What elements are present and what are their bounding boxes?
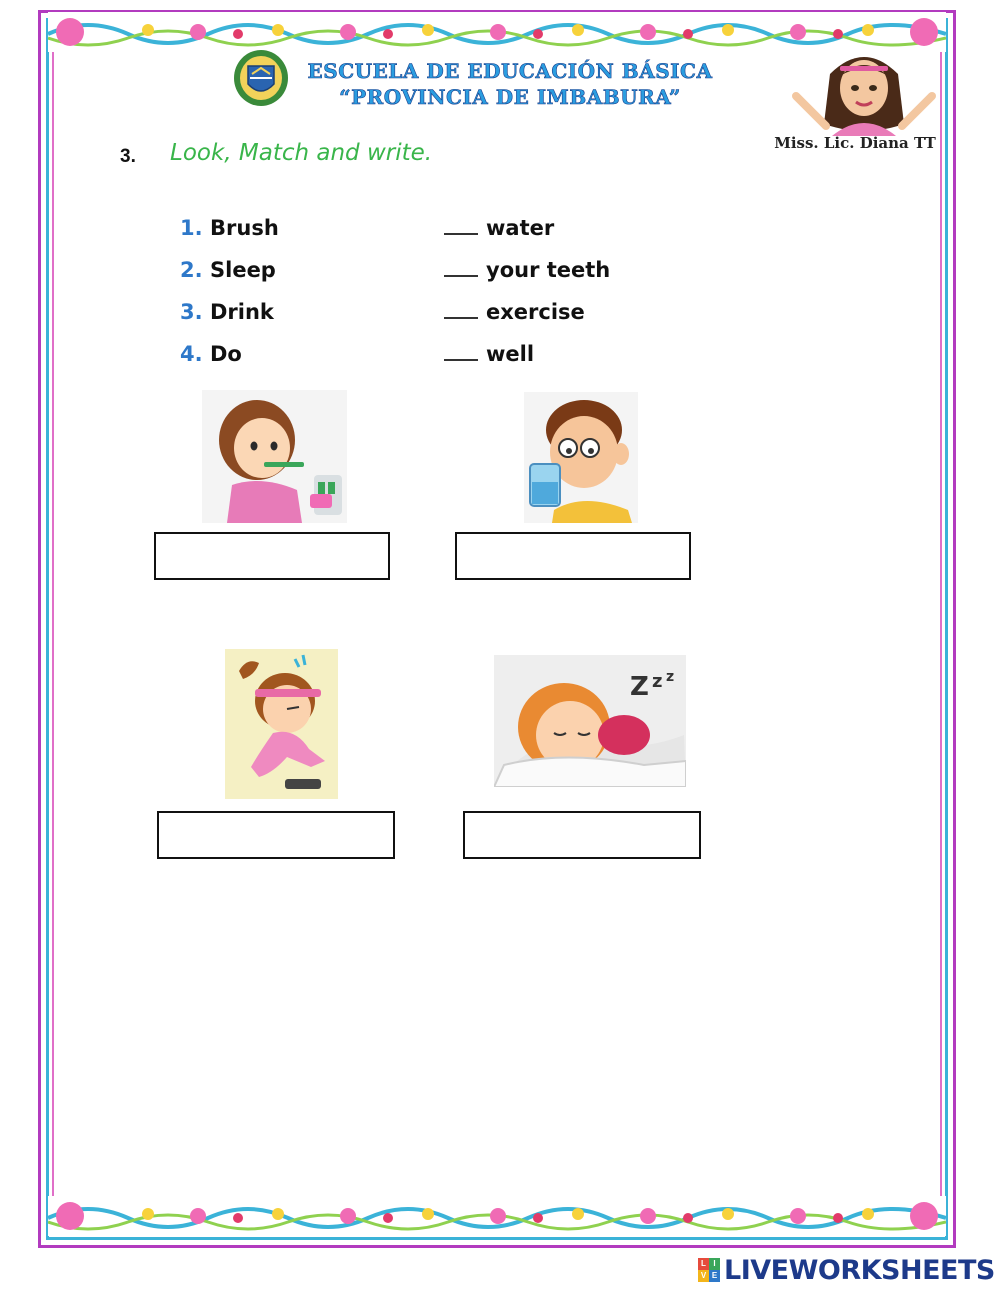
teacher-name: Miss. Lic. Diana TT <box>774 134 936 152</box>
blank-line <box>444 219 478 235</box>
liveworksheets-wordmark: LIVEWORKSHEETS <box>724 1254 995 1286</box>
match-word: exercise <box>486 300 585 324</box>
item-number: 2. <box>180 258 203 282</box>
school-name <box>300 58 720 110</box>
match-item <box>444 216 554 246</box>
brand-icon-letter: V <box>698 1270 709 1282</box>
teacher-avatar <box>786 46 942 136</box>
girl-exercising-icon <box>225 649 338 799</box>
answer-box[interactable] <box>455 532 691 580</box>
answer-box[interactable] <box>154 532 390 580</box>
liveworksheets-icon <box>698 1258 720 1282</box>
item-number: 1. <box>180 216 203 240</box>
svg-text:z: z <box>666 669 675 685</box>
item-word: Do <box>210 342 242 366</box>
girl-brushing-teeth-icon <box>202 390 347 523</box>
girl-sleeping-icon <box>494 655 686 787</box>
flower-border-bottom <box>48 1196 946 1236</box>
item-number: 3. <box>180 300 203 324</box>
match-word: water <box>486 216 555 240</box>
match-item <box>444 342 534 372</box>
question-number: 3. <box>120 146 136 167</box>
blank-line <box>444 261 478 277</box>
match-word: well <box>486 342 535 366</box>
answer-box[interactable] <box>463 811 701 859</box>
question-instruction: Look, Match and write. <box>170 140 433 166</box>
match-item <box>444 300 585 330</box>
item-number: 4. <box>180 342 203 366</box>
boy-drinking-water-icon <box>524 392 638 523</box>
match-word: your teeth <box>486 258 611 282</box>
answer-box[interactable] <box>157 811 395 859</box>
svg-text:Z: Z <box>630 672 649 702</box>
list-item <box>180 342 242 372</box>
brand-icon-letter: L <box>698 1258 709 1270</box>
item-word: Brush <box>210 216 279 240</box>
blank-line <box>444 303 478 319</box>
list-item <box>180 300 274 330</box>
liveworksheets-logo[interactable] <box>698 1255 995 1285</box>
page-frame-accent <box>52 24 942 1234</box>
brand-icon-letter: I <box>709 1258 720 1270</box>
blank-line <box>444 345 478 361</box>
school-name-line1: ESCUELA DE EDUCACIÓN BÁSICA <box>307 59 713 83</box>
list-item <box>180 258 276 288</box>
brand-icon-letter: E <box>709 1270 720 1282</box>
list-item <box>180 216 279 246</box>
item-word: Sleep <box>210 258 276 282</box>
item-word: Drink <box>210 300 274 324</box>
school-name-line2: “PROVINCIA DE IMBABURA” <box>339 85 681 109</box>
match-item <box>444 258 610 288</box>
school-shield-logo <box>232 48 290 108</box>
svg-text:z: z <box>652 671 663 692</box>
